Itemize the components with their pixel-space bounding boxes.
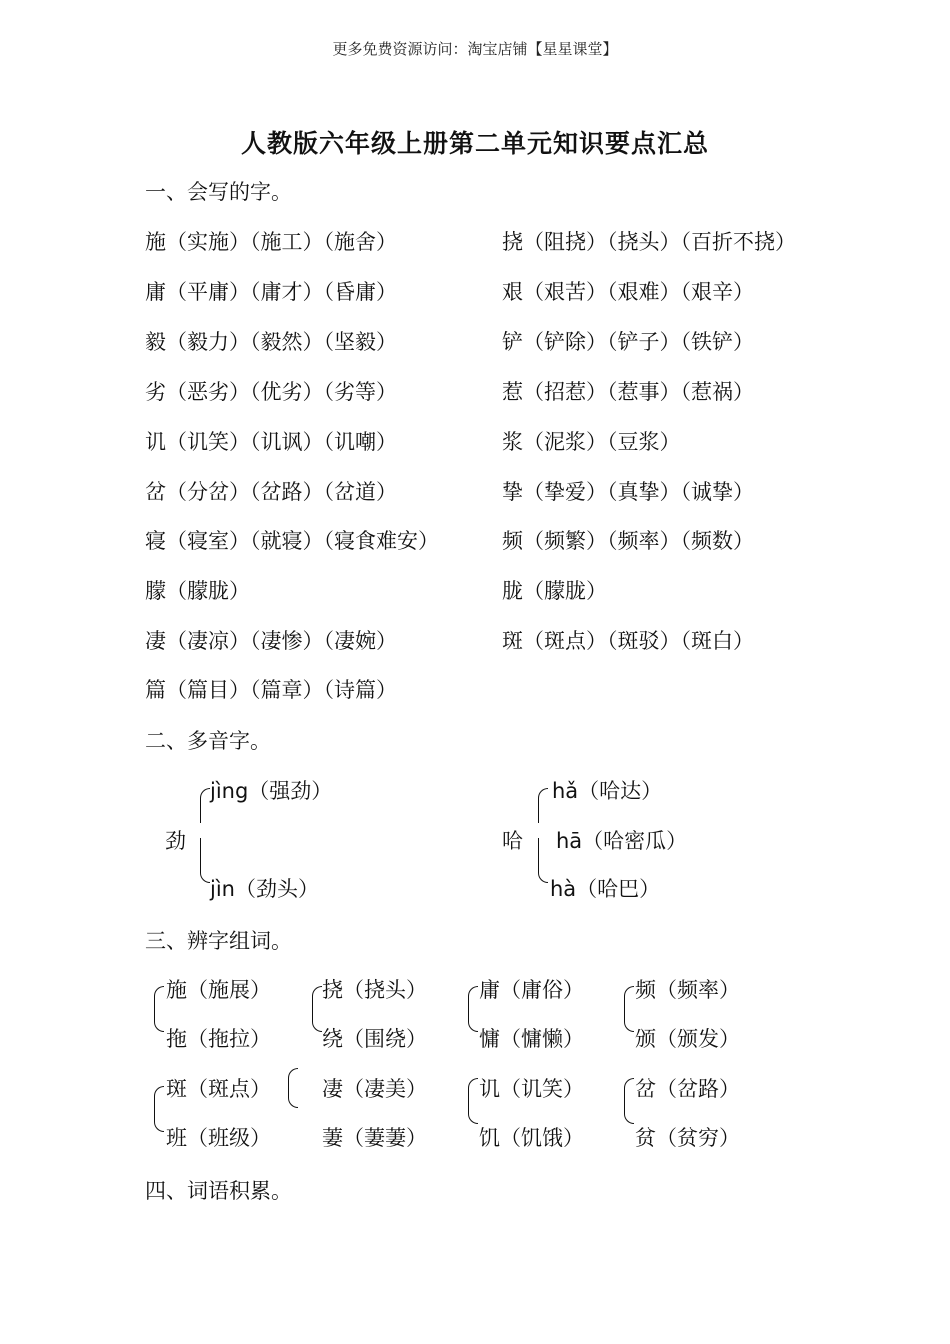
write-char-row: 凄（凄凉）（凄惨）（凄婉） [145,629,397,653]
write-char-row: 斑（斑点）（斑驳）（斑白） [502,629,754,653]
distinguish-item: 岔（岔路） [635,1077,740,1101]
write-char-row: 惹（招惹）（惹事）（惹祸） [502,380,754,404]
brace-icon [468,986,478,1032]
distinguish-item: 饥（饥饿） [479,1126,584,1150]
write-char-row: 挚（挚爱）（真挚）（诚挚） [502,480,754,504]
polyphone-reading: hà（哈巴） [550,877,661,901]
brace-icon [200,788,210,823]
write-char-row: 寝（寝室）（就寝）（寝食难安） [145,529,439,553]
polyphone-reading: jìn（劲头） [210,877,319,901]
distinguish-item: 斑（斑点） [166,1077,271,1101]
section-heading-4: 四、词语积累。 [145,1179,292,1203]
section-heading-3: 三、辨字组词。 [145,929,292,953]
distinguish-item: 施（施展） [166,978,271,1002]
distinguish-item: 班（班级） [166,1126,271,1150]
distinguish-item: 讥（讥笑） [479,1077,584,1101]
brace-icon [468,1078,478,1124]
header-note: 更多免费资源访问：淘宝店铺【星星课堂】 [332,40,618,58]
page-title: 人教版六年级上册第二单元知识要点汇总 [240,129,709,158]
write-char-row: 劣（恶劣）（优劣）（劣等） [145,380,397,404]
brace-icon [288,1068,298,1108]
write-char-row: 胧（朦胧） [502,579,607,603]
write-char-row: 讥（讥笑）（讥讽）（讥嘲） [145,430,397,454]
section-heading-2: 二、多音字。 [145,729,271,753]
write-char-row: 庸（平庸）（庸才）（昏庸） [145,280,397,304]
brace-icon [154,1086,164,1132]
distinguish-item: 颁（颁发） [635,1027,740,1051]
write-char-row: 频（频繁）（频率）（频数） [502,529,754,553]
write-char-row: 铲（铲除）（铲子）（铁铲） [502,330,754,354]
brace-icon [624,1078,634,1124]
write-char-row: 朦（朦胧） [145,579,250,603]
polyphone-reading: hā（哈密瓜） [556,829,688,853]
write-char-row: 篇（篇目）（篇章）（诗篇） [145,678,397,702]
distinguish-item: 绕（围绕） [322,1027,427,1051]
distinguish-item: 频（频率） [635,978,740,1002]
brace-icon [312,986,322,1032]
write-char-row: 浆（泥浆）（豆浆） [502,430,681,454]
distinguish-item: 萋（萋萋） [322,1126,427,1150]
write-char-row: 岔（分岔）（岔路）（岔道） [145,480,397,504]
brace-icon [624,986,634,1032]
polyphone-char: 哈 [502,829,523,853]
write-char-row: 毅（毅力）（毅然）（坚毅） [145,330,397,354]
distinguish-item: 慵（慵懒） [479,1027,584,1051]
polyphone-reading: hǎ（哈达） [552,779,663,803]
distinguish-item: 凄（凄美） [322,1077,427,1101]
distinguish-item: 贫（贫穷） [635,1126,740,1150]
write-char-row: 挠（阻挠）（挠头）（百折不挠） [502,230,796,254]
brace-icon [538,788,548,823]
polyphone-char: 劲 [165,829,186,853]
distinguish-item: 挠（挠头） [322,978,427,1002]
brace-icon [538,838,548,883]
distinguish-item: 庸（庸俗） [479,978,584,1002]
write-char-row: 施（实施）（施工）（施舍） [145,230,397,254]
section-heading-1: 一、会写的字。 [145,180,292,204]
distinguish-item: 拖（拖拉） [166,1027,271,1051]
brace-icon [154,986,164,1032]
write-char-row: 艰（艰苦）（艰难）（艰辛） [502,280,754,304]
polyphone-reading: jìng（强劲） [210,779,333,803]
brace-icon [200,838,210,883]
